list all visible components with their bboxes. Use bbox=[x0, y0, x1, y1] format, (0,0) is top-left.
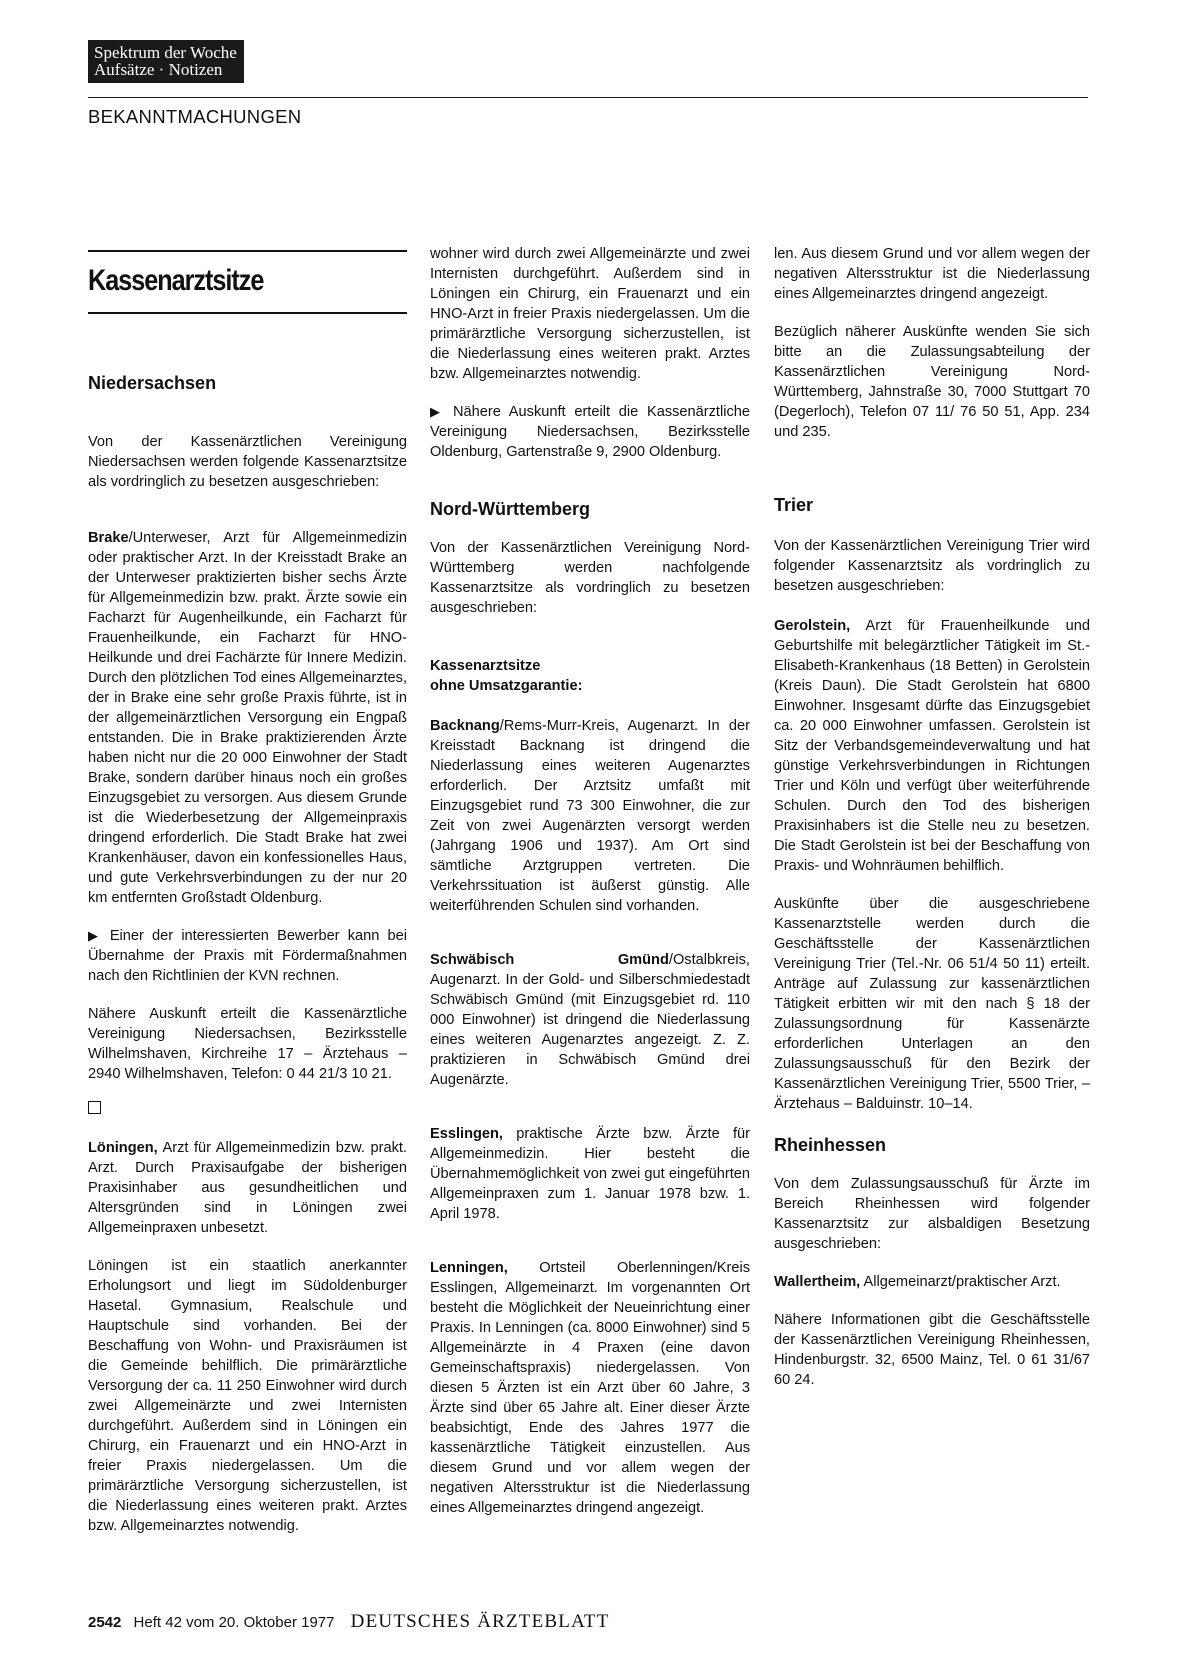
loeningen-text: Arzt für Allgemeinmedizin bzw. prakt. Arzt. Durch Praxisaufgabe der bisherigen Praxisinhaber aus gesundheitlichen und Altersgründen sind in Löningen zwei Allgemeinpraxen unbesetzt. bbox=[88, 1140, 407, 1236]
wallertheim-place: Wallertheim, bbox=[774, 1274, 861, 1290]
lenningen-entry bbox=[430, 1258, 750, 1516]
niedersachsen-intro: Von der Kassenärztlichen Vereinigung Niedersachsen werden folgende Kassenarztsitze als vordringlich zu besetzen ausgeschrieben: bbox=[88, 434, 407, 490]
gerolstein-place: Gerolstein, bbox=[774, 618, 851, 634]
gmuend-entry bbox=[430, 950, 750, 1090]
top-rule bbox=[88, 97, 1088, 98]
trier-contact: Auskünfte über die ausgeschriebene Kassenarztstelle werden durch die Geschäftsstelle der Kassenärztlichen Vereinigung Trier (Tel.-Nr. 06 51/4 50 11) erteilt. Anträge auf Zulassung zur kassenärztlichen Tätigkeit erbitten wir mit den nach § 18 der Zulassungsordnung für Kassenärzte erforderlichen Unterlagen an den Zulassungsausschuß für den Bezirk der Kassenärztlichen Vereinigung Trier, 5500 Trier, – Ärztehaus – Balduinstr. 10–14. bbox=[774, 896, 1090, 1112]
column-2 bbox=[430, 244, 751, 1516]
rheinhessen-contact: Nähere Informationen gibt die Geschäftsstelle der Kassenärztlichen Vereinigung Rheinhessen, Hindenburgstr. 32, 6500 Mainz, Tel. 0 61 31/67 60 24. bbox=[774, 1312, 1090, 1388]
brake-contact: Nähere Auskunft erteilt die Kassenärztliche Vereinigung Niedersachsen, Bezirksstelle Wilhelmshaven, Kirchreihe 17 – Ärztehaus – 2940 Wilhelmshaven, Telefon: 0 44 21/3 10 21. bbox=[88, 1006, 407, 1082]
subheading-kassenarztsitze: Kassenarztsitze bbox=[430, 658, 541, 674]
trier-intro: Von der Kassenärztlichen Vereinigung Trier wird folgender Kassenarztsitz als vordringlich zu besetzen ausgeschrieben: bbox=[774, 538, 1090, 594]
separator-square-icon bbox=[88, 1100, 407, 1120]
heading-niedersachsen: Niedersachsen bbox=[88, 373, 217, 393]
section-label: BEKANNTMACHUNGEN bbox=[88, 106, 302, 127]
brake-place: Brake bbox=[88, 530, 129, 546]
loeningen-contact-text: Nähere Auskunft erteilt die Kassenärztliche Vereinigung Niedersachsen, Bezirksstelle Oldenburg, Gartenstraße 9, 2900 Oldenburg. bbox=[430, 404, 751, 460]
title-box bbox=[88, 250, 407, 314]
loeningen-continued: wohner wird durch zwei Allgemeinärzte und zwei Internisten durchgeführt. Außerdem sind in Löningen ein Chirurg, ein Frauenarzt und ein HNO-Arzt in freier Praxis niedergelassen. Um die primärärztliche Versorgung sicherzustellen, ist die Niederlassung eines weiteren prakt. Arztes bzw. Allgemeinarztes notwendig. bbox=[430, 246, 750, 382]
lenningen-continued: len. Aus diesem Grund und vor allem wegen der negativen Altersstruktur ist die Niederlassung eines Allgemeinarztes dringend angezeigt. bbox=[774, 246, 1090, 302]
esslingen-place: Esslingen, bbox=[430, 1126, 503, 1142]
subheading-umsatzgarantie: ohne Umsatzgarantie: bbox=[430, 678, 583, 694]
column-1 bbox=[88, 250, 407, 1534]
brake-note-text: Einer der interessierten Bewerber kann bei Übernahme der Praxis mit Fördermaßnahmen nach den Richtlinien der KVN rechnen. bbox=[88, 928, 407, 984]
masthead bbox=[88, 40, 244, 83]
page-title: Kassenarztsitze bbox=[88, 264, 264, 297]
lenningen-place: Lenningen, bbox=[430, 1260, 508, 1276]
wallertheim-entry bbox=[774, 1272, 1090, 1292]
loeningen-place: Löningen, bbox=[88, 1140, 158, 1156]
backnang-entry bbox=[430, 716, 750, 916]
loeningen-text2: Löningen ist ein staatlich anerkannter Erholungsort und liegt im Südoldenburger Hasetal. Gymnasium, Realschule und Hauptschule sind vorhanden. Bei der Beschaffung von Wohn- und Praxisräumen ist die Gemeinde behilflich. Die primärärztliche Versorgung der ca. 11 250 Einwohner wird durch zwei Allgemeinärzte und zwei Internisten durchgeführt. Außerdem sind in Löningen ein Chirurg, ein Frauenarzt und ein HNO-Arzt in freier Praxis niedergelassen. Um die primärärztliche Versorgung sicherzustellen, ist die Niederlassung eines weiteren prakt. Arztes bzw. Allgemeinarztes notwendig. bbox=[88, 1258, 407, 1534]
gmuend-text: /Ostalbkreis, Augenarzt. In der Gold- und Silberschmiedestadt Schwäbisch Gmünd (mit Einzugsgebiet rd. 110 000 Einwohner) ist dringend die Niederlassung eines weiteren Augenarztes angezeigt. Z. Z. praktizieren in Schwäbisch Gmünd drei Augenärzte. bbox=[430, 952, 750, 1088]
column-3 bbox=[774, 244, 1090, 1390]
loeningen-contact bbox=[430, 402, 750, 462]
gmuend-place-2: Gmünd bbox=[617, 952, 669, 968]
brake-text: /Unterweser, Arzt für Allgemeinmedizin oder praktischer Arzt. In der Kreisstadt Brake an der Unterweser praktizierten bisher sechs Ärzte für Allgemeinmedizin bzw. prakt. Ärzte sowie ein Facharzt für Augenheilkunde, ein Facharzt für Frauenheilkunde, ein Facharzt für HNO-Heilkunde und drei Fachärzte für Innere Medizin. Durch den plötzlichen Tod eines Allgemeinarztes, der in Brake eine sehr große Praxis führte, ist in der allgemeinärztlichen Versorgung ein Engpaß entstanden. Die in Brake praktizierenden Ärzte haben nicht nur die 20 000 Einwohner der Stadt Brake, sondern darüber hinaus noch ein großes Einzugsgebiet zu versorgen. Aus diesem Grunde ist die Wiederbesetzung der Allgemeinpraxis dringend erforderlich. Die Stadt Brake hat zwei Krankenhäuser, davon ein konfessionelles Haus, und gute Verkehrsverbindungen zu der nur 20 km entfernten Großstadt Oldenburg. bbox=[88, 530, 407, 906]
backnang-place: Backnang bbox=[430, 718, 500, 734]
heading-nordwuerttemberg: Nord-Württemberg bbox=[430, 499, 590, 519]
brake-note bbox=[88, 926, 407, 986]
backnang-text: /Rems-Murr-Kreis, Augenarzt. In der Kreisstadt Backnang ist dringend die Niederlassung eines weiteren Augenarztes erforderlich. Der Arztsitz umfaßt mit Einzugsgebiet rund 73 300 Einwohner, die zur Zeit von zwei Augenärzten versorgt werden (Jahrgang 1906 und 1937). Am Ort sind sämtliche Arztgruppen vertreten. Die Verkehrssituation ist äußerst günstig. Alle weiterführenden Schulen sind vorhanden. bbox=[430, 718, 750, 914]
masthead-line2: Aufsätze · Notizen bbox=[94, 60, 223, 79]
heading-trier: Trier bbox=[774, 495, 814, 515]
esslingen-entry bbox=[430, 1124, 750, 1224]
heading-rheinhessen: Rheinhessen bbox=[774, 1135, 887, 1155]
issue-info: Heft 42 vom 20. Oktober 1977 bbox=[133, 1614, 335, 1631]
esslingen-text: praktische Ärzte bzw. Ärzte für Allgemeinmedizin. Hier besteht die Übernahmemöglichkeit von zwei gut eingeführten Allgemeinpraxen zum 1. Januar 1978 bzw. 1. April 1978. bbox=[430, 1126, 750, 1222]
nordwuerttemberg-intro: Von der Kassenärztlichen Vereinigung Nord-Württemberg werden nachfolgende Kassenarztsitze als vordringlich zu besetzen ausgeschrieben: bbox=[430, 540, 750, 616]
nordwuerttemberg-contact: Bezüglich näherer Auskünfte wenden Sie sich bitte an die Zulassungsabteilung der Kassenärztlichen Vereinigung Nord-Württemberg, Jahnstraße 30, 7000 Stuttgart 70 (Degerloch), Telefon 07 11/ 76 50 51, App. 234 und 235. bbox=[774, 324, 1090, 440]
triangle-icon: ▶ bbox=[430, 404, 453, 419]
masthead-line1: Spektrum der Woche bbox=[94, 43, 237, 62]
rheinhessen-intro: Von dem Zulassungsausschuß für Ärzte im Bereich Rheinhessen wird folgender Kassenarztsitz zur alsbaldigen Besetzung ausgeschrieben: bbox=[774, 1176, 1090, 1252]
page-number: 2542 bbox=[88, 1614, 122, 1631]
loeningen-entry bbox=[88, 1138, 407, 1238]
triangle-icon: ▶ bbox=[88, 928, 110, 943]
wallertheim-text: Allgemeinarzt/praktischer Arzt. bbox=[860, 1274, 1061, 1290]
journal-name: DEUTSCHES ÄRZTEBLATT bbox=[350, 1611, 610, 1632]
footer bbox=[88, 1611, 610, 1633]
gerolstein-text: Arzt für Frauenheilkunde und Geburtshilfe mit belegärztlicher Tätigkeit im St.-Elisabeth-Krankenhaus (18 Betten) in Gerolstein (Kreis Daun). Die Stadt Gerolstein hat 6800 Einwohner. Insgesamt dürfte das Einzugsgebiet ca. 20 000 Einwohner umfassen. Gerolstein ist Sitz der Verbandsgemeindeverwaltung und hat günstige Verkehrsverbindungen in Richtungen Trier und Köln und verfügt über weiterführende Schulen. Durch den Tod des bisherigen Praxisinhabers ist die Stelle neu zu besetzen. Die Stadt Gerolstein ist bei der Beschaffung von Praxis- und Wohnräumen behilflich. bbox=[774, 618, 1090, 874]
lenningen-text: Ortsteil Oberlenningen/Kreis Esslingen, Allgemeinarzt. Im vorgenannten Ort besteht die Möglichkeit der Neueinrichtung einer Praxis. In Lenningen (ca. 8000 Einwohner) sind 5 Allgemeinärzte in 4 Praxen (eine davon Gemeinschaftspraxis) niedergelassen. Von diesen 5 Ärzten ist ein Arzt über 60 Jahre, 3 Ärzte sind über 65 Jahre alt. Einer dieser Ärzte beabsichtigt, Ende des Jahres 1977 die kassenärztliche Tätigkeit einzustellen. Aus diesem Grund und vor allem wegen der negativen Altersstruktur ist die Niederlassung eines Allgemeinarztes dringend angezeigt. bbox=[430, 1260, 750, 1516]
gerolstein-entry bbox=[774, 616, 1090, 876]
gmuend-place-1: Schwäbisch bbox=[430, 952, 515, 968]
brake-entry bbox=[88, 528, 407, 908]
